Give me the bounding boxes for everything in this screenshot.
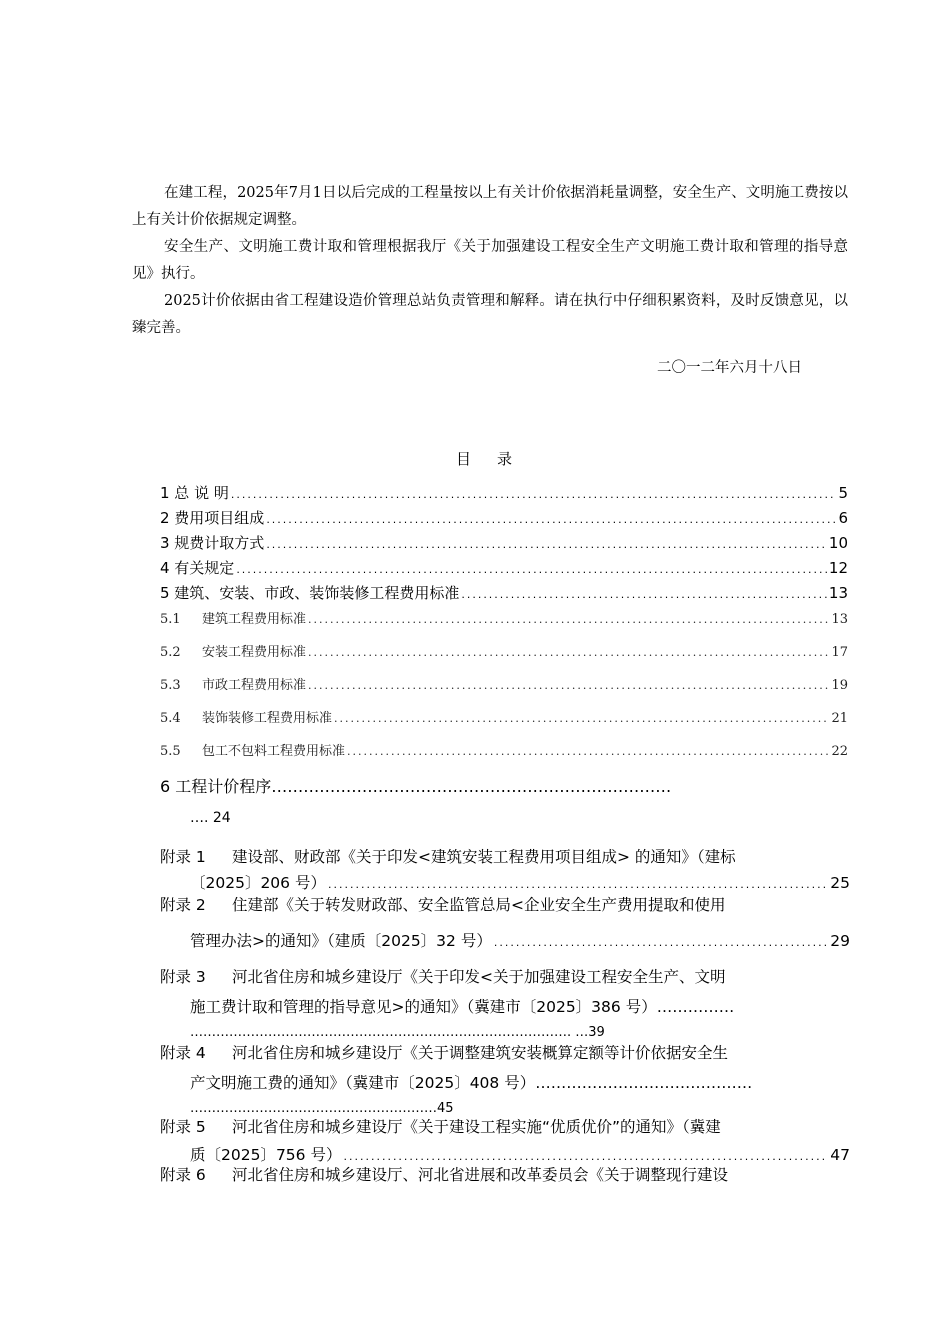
toc-subentry[interactable] xyxy=(160,740,848,759)
toc-leader: …………………………………… xyxy=(535,1074,753,1092)
toc-leader: ……………………………………………………………………………. … xyxy=(190,1025,589,1040)
toc-subentry-number: 5.4 xyxy=(160,711,181,726)
toc-subentry[interactable] xyxy=(160,674,848,693)
toc-entry[interactable] xyxy=(160,557,848,578)
toc-subentry-number: 5.3 xyxy=(160,678,181,693)
toc-page-number: 5 xyxy=(838,484,848,502)
paragraph-1: 在建工程，2025年7月1日以后完成的工程量按以上有关计价依据消耗量调整，安全生产、文明施工费按以上有关计价依据规定调整。 xyxy=(132,185,848,228)
toc-subentry-number: 5.1 xyxy=(160,612,181,627)
appendix-head: 附录 5 xyxy=(160,1118,206,1136)
toc-leader: …………… xyxy=(656,998,735,1016)
paragraph-2: 安全生产、文明施工费计取和管理根据我厅《关于加强建设工程安全生产文明施工费计取和管理的指导意见》执行。 xyxy=(132,239,848,282)
toc-leader xyxy=(461,588,827,601)
toc-subentry-label: 包工不包料工程费用标准 xyxy=(202,744,346,759)
toc-leader xyxy=(334,712,829,725)
paragraph-3: 2025计价依据由省工程建设造价管理总站负责管理和解释。请在执行中仔细积累资料，及时反馈意见，以臻完善。 xyxy=(132,293,848,336)
toc-entry-label: 6 工程计价程序 xyxy=(160,777,272,796)
toc-entry[interactable] xyxy=(160,482,848,503)
toc-leader xyxy=(266,513,836,526)
toc-subentry-number: 5.5 xyxy=(160,744,181,759)
appendix-title-line: 建设部、财政部《关于印发<建筑安装工程费用项目组成> 的通知》（建标 xyxy=(232,848,736,866)
toc-page-number: 13 xyxy=(828,584,848,602)
toc-subentry[interactable] xyxy=(160,641,848,660)
toc-leader xyxy=(236,563,827,576)
toc-page-number: 17 xyxy=(831,645,848,660)
appendix-head: 附录 4 xyxy=(160,1044,206,1062)
toc-leader xyxy=(308,679,829,692)
appendix-title-line: 施工费计取和管理的指导意见>的通知》（冀建市〔2025〕386 号） xyxy=(190,998,657,1016)
toc-entry-label: 5 建筑、安装、市政、装饰装修工程费用标准 xyxy=(160,584,460,602)
toc-entry-6[interactable] xyxy=(160,774,850,797)
toc-page-number: 21 xyxy=(831,711,848,726)
appendix-entry-4[interactable] xyxy=(160,1038,850,1120)
appendix-entry-6[interactable] xyxy=(160,1160,850,1190)
appendix-head: 附录 6 xyxy=(160,1166,206,1184)
toc-leader xyxy=(266,538,827,551)
appendix-title-line: 河北省住房和城乡建设厅《关于建设工程实施“优质优价”的通知》（冀建 xyxy=(232,1118,721,1136)
toc-page-number: 25 xyxy=(830,874,850,892)
appendix-title-line: 河北省住房和城乡建设厅《关于印发<关于加强建设工程安全生产、文明 xyxy=(232,968,726,986)
toc-subentry-label: 装饰装修工程费用标准 xyxy=(202,711,333,726)
toc-page-number: 19 xyxy=(831,678,848,693)
toc-leader xyxy=(494,928,828,958)
toc-page-number: 13 xyxy=(831,612,848,627)
toc-subentry-label: 安装工程费用标准 xyxy=(202,645,307,660)
toc-subentry[interactable] xyxy=(160,707,848,726)
appendix-title-line: 河北省住房和城乡建设厅、河北省进展和改革委员会《关于调整现行建设 xyxy=(232,1166,729,1184)
toc-leader xyxy=(308,646,829,659)
toc-subentry[interactable] xyxy=(160,608,848,627)
toc-entry-label: 1 总 说 明 xyxy=(160,484,229,502)
toc-leader: ………………………………………………………………… xyxy=(271,777,672,796)
toc-page-number: 45 xyxy=(437,1101,454,1116)
appendix-title-line: 质〔2025〕756 号） xyxy=(190,1146,342,1164)
toc-page-number: 12 xyxy=(828,559,848,577)
toc-page-number: 6 xyxy=(838,509,848,527)
toc-title: 目录 xyxy=(456,450,539,468)
toc-subentry-label: 建筑工程费用标准 xyxy=(202,612,307,627)
document-date: 二〇一二年六月十八日 xyxy=(657,360,802,376)
toc-leader xyxy=(231,488,837,501)
appendix-head: 附录 2 xyxy=(160,896,206,914)
toc-page-number: 29 xyxy=(830,932,850,950)
toc-entry-label: 3 规费计取方式 xyxy=(160,534,265,552)
appendix-title-line: 产文明施工费的通知》（冀建市〔2025〕408 号） xyxy=(190,1074,536,1092)
appendix-entry-2[interactable] xyxy=(160,890,850,952)
toc-entry-label: 4 有关规定 xyxy=(160,559,235,577)
toc-page-number: 22 xyxy=(831,744,848,759)
appendix-title-line: 住建部《关于转发财政部、安全监管总局<企业安全生产费用提取和使用 xyxy=(232,896,726,914)
toc-entry-label: 2 费用项目组成 xyxy=(160,509,265,527)
appendix-title-line: 河北省住房和城乡建设厅《关于调整建筑安装概算定额等计价依据安全生 xyxy=(232,1044,729,1062)
toc-leader xyxy=(347,745,829,758)
appendix-title-line: 〔2025〕206 号） xyxy=(190,874,326,892)
toc-entry[interactable] xyxy=(160,582,848,603)
appendix-head: 附录 3 xyxy=(160,968,206,986)
toc-page-number: 47 xyxy=(830,1146,850,1164)
toc-page-number: 39 xyxy=(588,1025,605,1040)
toc-leader xyxy=(308,613,829,626)
appendix-title-line: 管理办法>的通知》（建质〔2025〕32 号） xyxy=(190,932,492,950)
toc-subentry-label: 市政工程费用标准 xyxy=(202,678,307,693)
appendix-entry-3[interactable] xyxy=(160,962,850,1044)
toc-entry[interactable] xyxy=(160,532,848,553)
appendix-head: 附录 1 xyxy=(160,848,206,866)
toc-leader: ………………………………………………… xyxy=(190,1101,437,1116)
toc-entry-6-continuation: …. 24 xyxy=(190,810,231,826)
toc-subentry-number: 5.2 xyxy=(160,645,181,660)
toc-entry[interactable] xyxy=(160,507,848,528)
toc-page-number: 10 xyxy=(828,534,848,552)
